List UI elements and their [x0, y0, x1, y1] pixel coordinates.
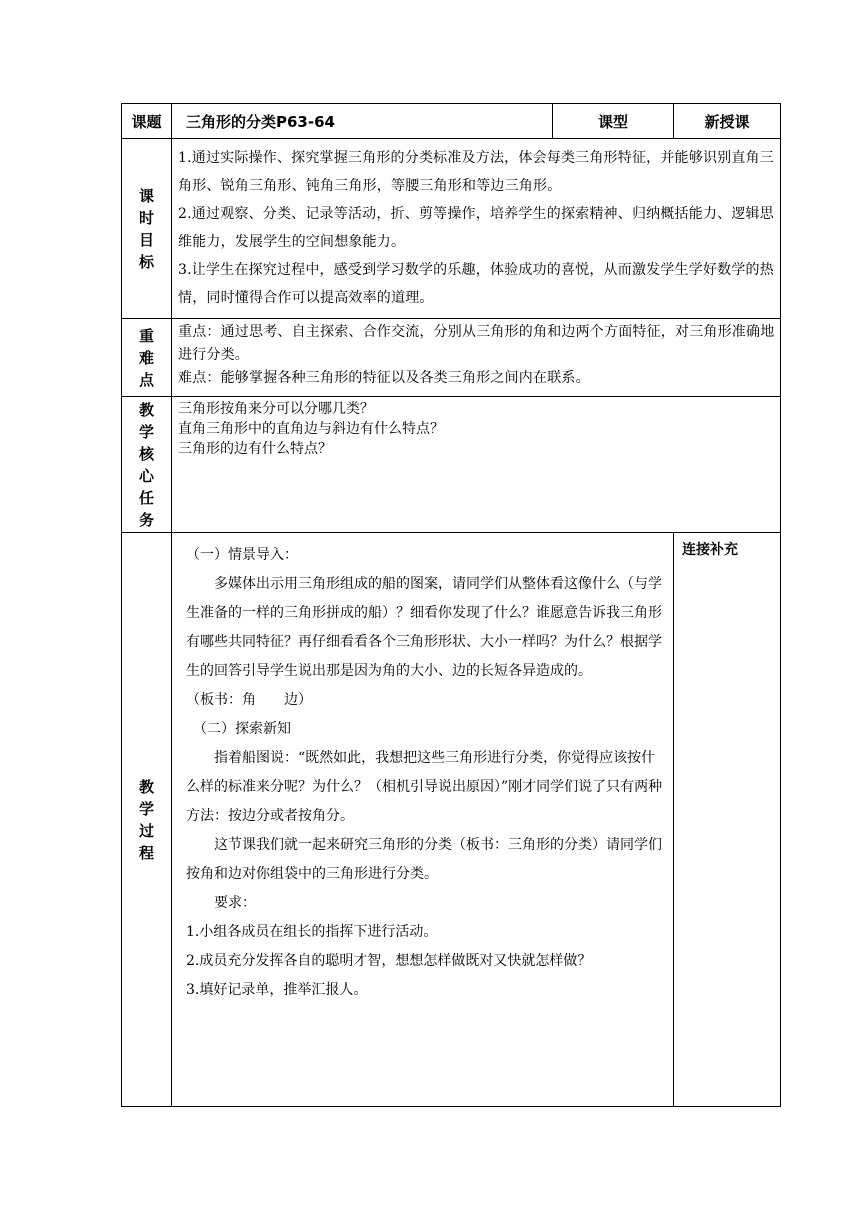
core-tasks-label-char: 务 [138, 510, 154, 529]
objectives-row [122, 139, 781, 319]
lesson-plan-table [121, 103, 781, 1107]
lesson-type-label: 课型 [553, 104, 674, 139]
core-tasks-label-char: 教 [138, 400, 154, 419]
objectives-label-char: 课 [138, 186, 154, 205]
core-tasks-label-char: 任 [138, 488, 154, 507]
objectives-label-char: 时 [138, 208, 154, 227]
requirement-item: 2.成员充分发挥各自的聪明才智，想想怎样做既对又快就怎样做？ [186, 953, 592, 969]
objective-item: 2.通过观察、分类、记录等活动，折、剪等操作，培养学生的探索精神、归纳概括能力、逻辑思维能力，发展学生的空间想象能力。 [178, 206, 774, 250]
process-content [172, 533, 674, 1107]
objective-item: 3.让学生在探究过程中，感受到学习数学的乐趣，体验成功的喜悦，从而激发学生学好数学的热情，同时懂得合作可以提高效率的道理。 [178, 262, 774, 306]
header-row [122, 104, 781, 139]
process-label-char: 教 [138, 777, 154, 796]
key-points-label [122, 319, 172, 397]
section1-title: （一）情景导入： [186, 547, 298, 563]
core-tasks-content [172, 397, 781, 533]
objectives-label [122, 139, 172, 319]
core-tasks-label-char: 心 [138, 466, 154, 485]
requirements-title: 要求： [214, 895, 256, 911]
process-label [122, 533, 172, 1107]
requirement-item: 3.填好记录单，推举汇报人。 [186, 982, 368, 998]
core-tasks-row [122, 397, 781, 533]
objective-item: 1.通过实际操作、探究掌握三角形的分类标准及方法，体会每类三角形特征，并能够识别直角三角形、锐角三角形、钝角三角形，等腰三角形和等边三角形。 [178, 150, 774, 194]
key-points-label-char: 难 [138, 348, 154, 367]
key-points-label-char: 重 [138, 326, 154, 345]
core-task-item: 直角三角形中的直角边与斜边有什么特点？ [178, 421, 444, 437]
process-label-char: 过 [138, 821, 154, 840]
core-task-item: 三角形的边有什么特点？ [178, 441, 332, 457]
process-row [122, 533, 781, 1107]
board-note: （板书：角 边） [186, 692, 312, 708]
topic-label: 课题 [122, 104, 172, 139]
key-points-label-char: 点 [138, 370, 154, 389]
key-points-content [172, 319, 781, 397]
objectives-content [172, 139, 781, 319]
section1-body: 多媒体出示用三角形组成的船的图案，请同学们从整体看这像什么（与学生准备的一样的三角形拼成的船）？细看你发现了什么？谁愿意告诉我三角形有哪些共同特征？再仔细看看各个三角形形状、大小一样吗？为什么？根据学生的回答引导学生说出那是因为角的大小、边的长短各异造成的。 [186, 576, 662, 679]
difficult-point-item: 难点：能够掌握各种三角形的特征以及各类三角形之间内在联系。 [178, 370, 590, 386]
key-points-row [122, 319, 781, 397]
objectives-label-char: 标 [138, 252, 154, 271]
core-task-item: 三角形按角来分可以分哪几类？ [178, 401, 374, 417]
lesson-type-value: 新授课 [674, 104, 781, 139]
key-point-item: 重点：通过思考、自主探索、合作交流，分别从三角形的角和边两个方面特征，对三角形准确地进行分类。 [178, 324, 775, 363]
core-tasks-label-char: 核 [138, 444, 154, 463]
objectives-label-char: 目 [138, 230, 154, 249]
core-tasks-label-char: 学 [138, 422, 154, 441]
supplement-column: 连接补充 [674, 533, 781, 1107]
process-label-char: 学 [138, 799, 154, 818]
section2-title: （二）探索新知 [193, 721, 291, 737]
section2-body-2: 这节课我们就一起来研究三角形的分类（板书：三角形的分类）请同学们按角和边对你组袋中的三角形进行分类。 [186, 837, 662, 882]
core-tasks-label [122, 397, 172, 533]
process-label-char: 程 [138, 843, 154, 862]
section2-body-1: 指着船图说：“既然如此，我想把这些三角形进行分类，你觉得应该按什么样的标准来分呢？为什么？（相机引导说出原因）”刚才同学们说了只有两种方法：按边分或者按角分。 [186, 750, 663, 824]
topic-value: 三角形的分类P63-64 [172, 104, 553, 139]
requirement-item: 1.小组各成员在组长的指挥下进行活动。 [186, 924, 438, 940]
